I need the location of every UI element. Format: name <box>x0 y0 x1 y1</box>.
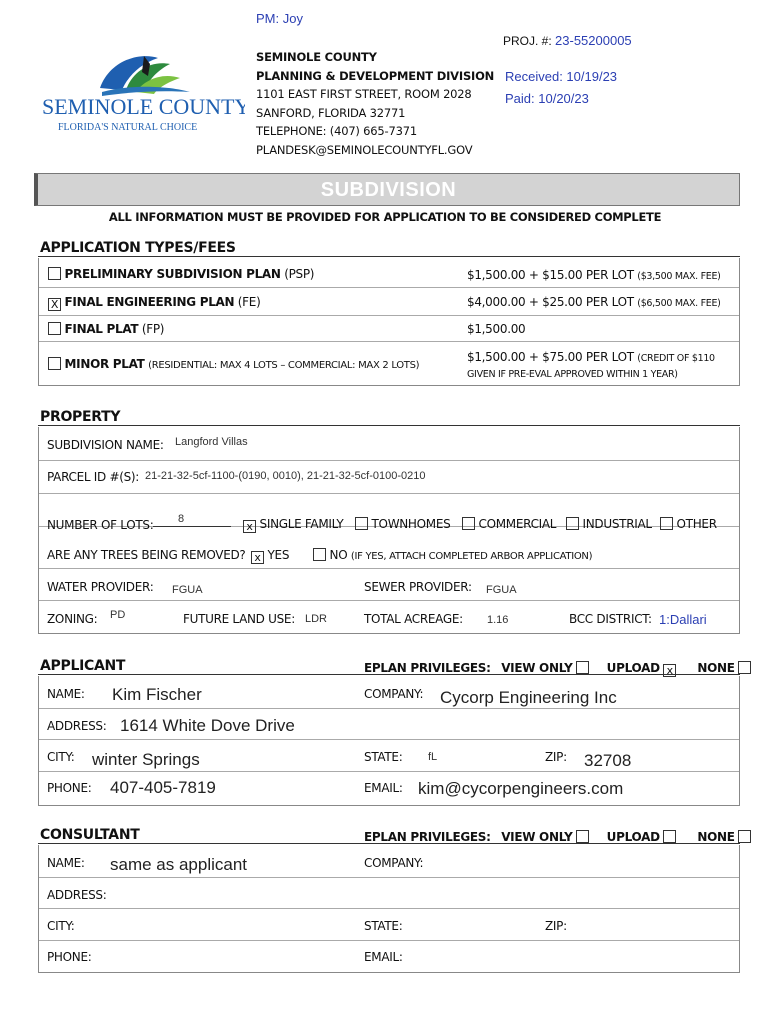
fee-fe: $4,000.00 + $25.00 PER LOT ($6,500 MAX. FEE) <box>467 295 721 309</box>
type-industrial[interactable]: INDUSTRIAL <box>566 517 652 531</box>
applicant-view-only-checkbox[interactable] <box>576 661 589 674</box>
consultant-name-field[interactable]: same as applicant <box>110 855 248 874</box>
trees-yes[interactable]: x YES <box>251 548 289 564</box>
consultant-phone-label: PHONE: <box>47 950 92 964</box>
project-number-value[interactable]: 23-55200005 <box>555 33 632 48</box>
fee-minor: $1,500.00 + $75.00 PER LOT (CREDIT OF $110 GIVEN IF PRE-EVAL APPROVED WITHIN 1 YEAR) <box>467 350 715 380</box>
bcc-district-label: BCC DISTRICT: <box>569 612 652 626</box>
checkbox[interactable] <box>48 322 61 335</box>
seminole-county-logo <box>40 50 245 136</box>
applicant-city-field[interactable]: winter Springs <box>92 750 200 769</box>
logo-tagline: FLORIDA'S NATURAL CHOICE <box>58 122 198 133</box>
water-provider-label: WATER PROVIDER: <box>47 580 154 594</box>
zoning-label: ZONING: <box>47 612 98 626</box>
consultant-none-checkbox[interactable] <box>738 830 751 843</box>
consultant-heading: CONSULTANT <box>38 827 740 844</box>
lots-underline <box>153 526 231 527</box>
consultant-upload-checkbox[interactable] <box>663 830 676 843</box>
received-paid <box>505 66 617 110</box>
lots-field[interactable]: 8 <box>178 513 185 525</box>
applicant-state-label: STATE: <box>364 750 403 764</box>
consultant-name-label: NAME: <box>47 856 85 870</box>
consultant-email-label: EMAIL: <box>364 950 403 964</box>
org-division: PLANNING & DEVELOPMENT DIVISION <box>256 68 495 83</box>
applicant-name-field[interactable]: Kim Fischer <box>112 685 202 704</box>
applicant-city-label: CITY: <box>47 750 75 764</box>
app-types-heading: APPLICATION TYPES/FEES <box>38 240 740 257</box>
water-provider-field[interactable]: FGUA <box>172 584 203 596</box>
type-commercial[interactable]: COMMERCIAL <box>462 517 556 531</box>
future-land-use-field[interactable]: LDR <box>305 613 328 625</box>
received-date: Received: 10/19/23 <box>505 69 618 84</box>
consultant-eplan: EPLAN PRIVILEGES: VIEW ONLY UPLOAD NONE <box>364 830 751 844</box>
parcel-id-field[interactable]: 21-21-32-5cf-1100-(0190, 0010), 21-21-32-5cf-0100-0210 <box>145 470 426 482</box>
trees-no[interactable]: NO (IF YES, ATTACH COMPLETED ARBOR APPLICATION) <box>313 548 592 562</box>
applicant-none-checkbox[interactable] <box>738 661 751 674</box>
applicant-name-label: NAME: <box>47 687 85 701</box>
page-title: SUBDIVISION <box>320 179 457 201</box>
applicant-heading: APPLICANT <box>38 658 740 675</box>
bcc-district-field[interactable]: 1:Dallari <box>659 612 707 627</box>
zoning-field[interactable]: PD <box>110 609 126 621</box>
paid-date: Paid: 10/20/23 <box>505 91 589 106</box>
app-type-minor[interactable]: MINOR PLAT (RESIDENTIAL: MAX 4 LOTS – COMMERCIAL: MAX 2 LOTS) <box>48 357 419 371</box>
org-name: SEMINOLE COUNTY <box>256 50 377 64</box>
sewer-provider-label: SEWER PROVIDER: <box>364 580 472 594</box>
applicant-eplan: EPLAN PRIVILEGES: VIEW ONLY UPLOAD x NONE <box>364 661 751 677</box>
sewer-provider-field[interactable]: FGUA <box>486 584 517 596</box>
applicant-phone-field[interactable]: 407-405-7819 <box>110 778 216 797</box>
consultant-city-label: CITY: <box>47 919 75 933</box>
lots-label: NUMBER OF LOTS: <box>47 518 154 532</box>
app-type-psp[interactable]: PRELIMINARY SUBDIVISION PLAN (PSP) <box>48 267 314 281</box>
org-block <box>256 48 494 159</box>
type-townhomes[interactable]: TOWNHOMES <box>355 517 450 531</box>
applicant-address-field[interactable]: 1614 White Dove Drive <box>120 716 295 735</box>
applicant-company-label: COMPANY: <box>364 687 424 701</box>
consultant-address-label: ADDRESS: <box>47 888 107 902</box>
applicant-upload-checkbox[interactable]: x <box>663 664 676 677</box>
project-number <box>503 33 632 48</box>
applicant-state-field[interactable]: fL <box>428 751 438 763</box>
applicant-email-label: EMAIL: <box>364 781 403 795</box>
total-acreage-field[interactable]: 1.16 <box>487 614 509 626</box>
parcel-id-label: PARCEL ID #(S): <box>47 470 140 484</box>
consultant-zip-label: ZIP: <box>545 919 567 933</box>
total-acreage-label: TOTAL ACREAGE: <box>364 612 463 626</box>
org-address1: 1101 EAST FIRST STREET, ROOM 2028 <box>256 87 472 101</box>
title-bar <box>34 173 740 206</box>
future-land-use-label: FUTURE LAND USE: <box>183 612 295 626</box>
fee-fp: $1,500.00 <box>467 322 526 336</box>
org-email: PLANDESK@SEMINOLECOUNTYFL.GOV <box>256 142 473 157</box>
pm-note: PM: Joy <box>256 11 303 26</box>
completeness-notice: ALL INFORMATION MUST BE PROVIDED FOR APPLICATION TO BE CONSIDERED COMPLETE <box>108 210 662 224</box>
consultant-view-only-checkbox[interactable] <box>576 830 589 843</box>
org-address2: SANFORD, FLORIDA 32771 <box>256 105 406 120</box>
subdivision-name-label: SUBDIVISION NAME: <box>47 438 164 452</box>
checkbox[interactable]: X <box>48 298 61 311</box>
consultant-state-label: STATE: <box>364 919 403 933</box>
applicant-company-field[interactable]: Cycorp Engineering Inc <box>440 688 617 707</box>
property-heading: PROPERTY <box>38 409 740 426</box>
type-other[interactable]: OTHER <box>660 517 717 531</box>
checkbox[interactable] <box>48 267 61 280</box>
project-number-label: PROJ. #: <box>503 34 552 48</box>
applicant-zip-field[interactable]: 32708 <box>584 751 632 770</box>
consultant-company-label: COMPANY: <box>364 856 424 870</box>
org-phone: TELEPHONE: (407) 665-7371 <box>256 124 417 138</box>
subdivision-name-field[interactable]: Langford Villas <box>175 436 248 448</box>
applicant-address-label: ADDRESS: <box>47 719 107 733</box>
applicant-email-field[interactable]: kim@cycorpengineers.com <box>418 779 624 798</box>
logo-text: SEMINOLE COUNTY <box>42 94 245 119</box>
applicant-zip-label: ZIP: <box>545 750 567 764</box>
fee-psp: $1,500.00 + $15.00 PER LOT ($3,500 MAX. FEE) <box>467 268 721 282</box>
applicant-phone-label: PHONE: <box>47 781 92 795</box>
app-type-fp[interactable]: FINAL PLAT (FP) <box>48 322 164 336</box>
app-type-fe[interactable]: X FINAL ENGINEERING PLAN (FE) <box>48 295 260 311</box>
checkbox[interactable] <box>48 357 61 370</box>
type-single-family[interactable]: x SINGLE FAMILY <box>243 517 343 533</box>
trees-label: ARE ANY TREES BEING REMOVED? <box>47 548 246 562</box>
